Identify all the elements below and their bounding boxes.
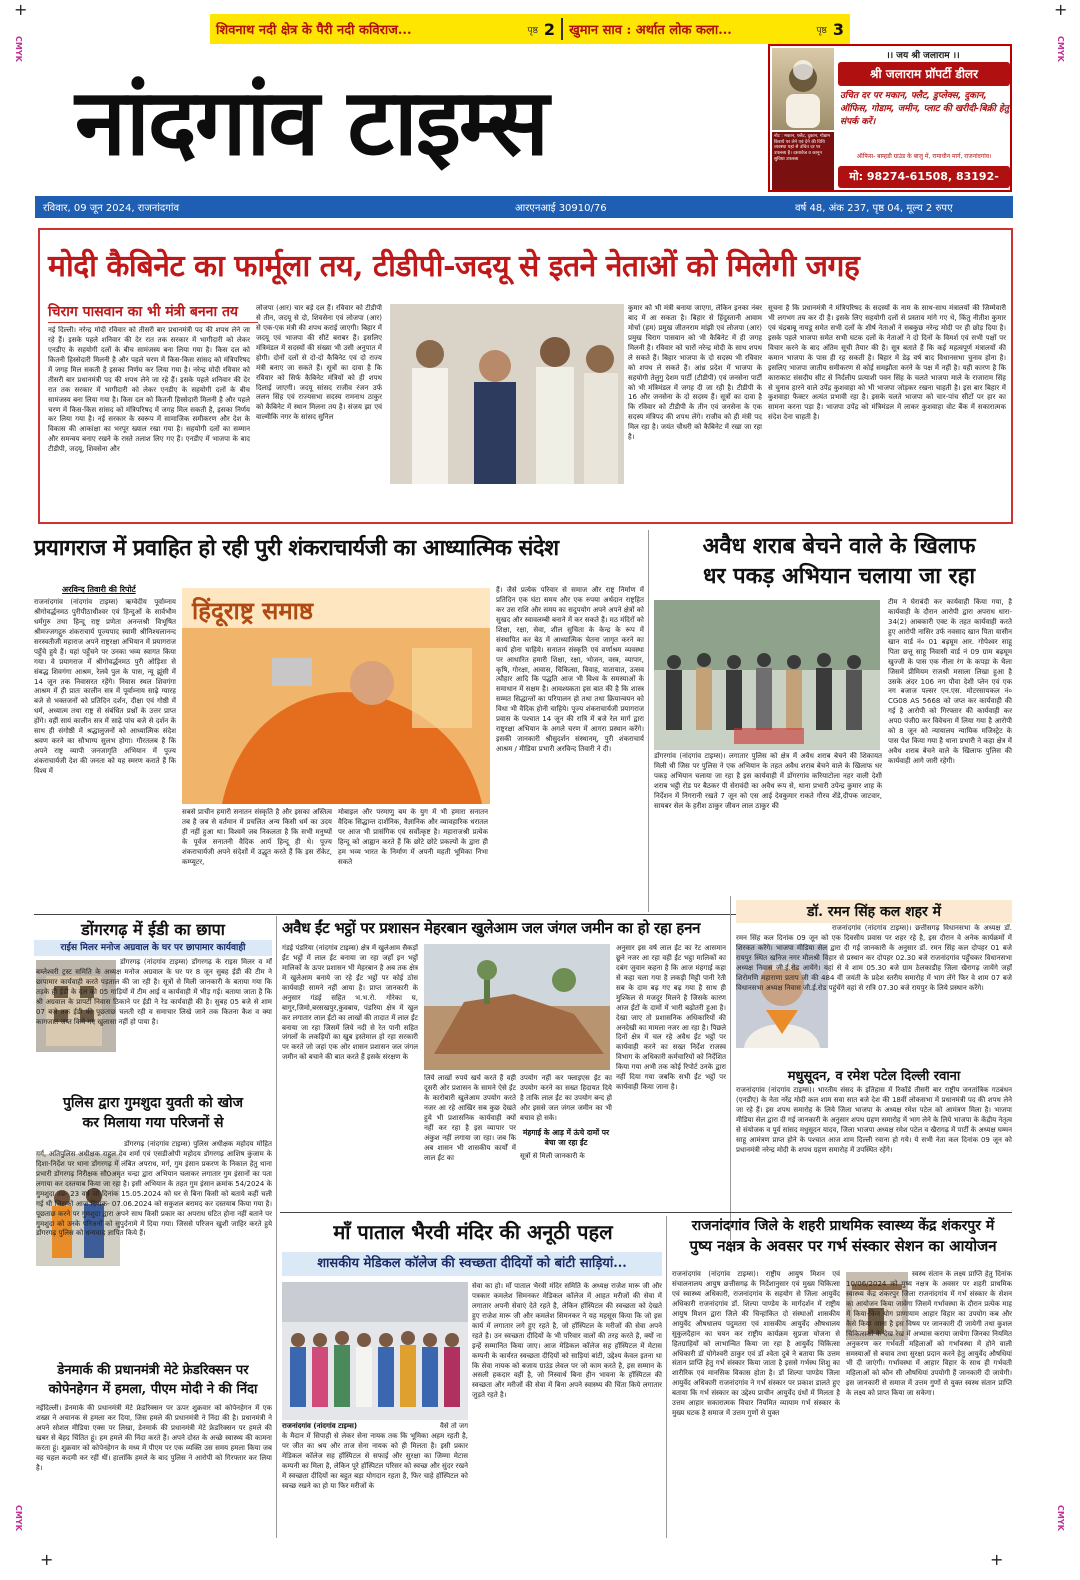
cmyk-mark: CMYK [1056,1505,1065,1531]
rni-number: आरएनआई 30910/76 [515,203,607,214]
liquor-col-1: डोंगरगांव (नांदगांव टाइम्स)। लगातार पुलिस को क्षेत्र में अवैध शराब बेचने की शिकायत मिली थी जिस पर पुलिस ने एक अभियान के तहत अवैध शराब बेचने वाले के खिलाफ धर पकड़ अभियान चलाया जा रहा है इस कार्यवाही में डोंगरगांव करियाटोला नहर वाली देशी शराब भट्ठी रोड पर बैठकर पी सेरावंदी का अवैध रूप से, थाना प्रभारी उपेन्द्र कुमार शाह के निर्देशन में निगरानी रखते 7 जून को एस आई देवकुमार राकते गौरव शेंडे,दीपक जाटवार, सायबर सेल के हरीश ठाकुर जीवन लाल ठाकुर की [654,752,882,810]
prayagraj-col-1: राजनांदगांव (नांदगांव टाइम्स) ऋग्वेदीय पूर्वाम्नाय श्रीगोवर्द्धनमठ पुरीपीठाधीश्वर एवं हिन्दुओं के सार्वभौम धर्मगुरु तथा हिन्दू राष्ट्र प्रणेता अनन्तश्री विभूषित श्रीमज्जगद्गुरु शंकराचार्य पूज्यपाद स्वामी श्रीनिश्चलानन्द सरस्वतीजी महाराज अपने राष्ट्ररक्षा अभियान में प्रयागराज पहुँचे हुये हैं। यहां पहुँचने पर उनका भव्य स्वागत किया गया। वे प्रयागराज में श्रीगोवर्द्धनमठ पुरी ओड़िशा से संबद्ध शिवगंगा आश्रम, रेलवे पुल के पास, न्यू झूंसी में 14 जून तक निवासरत रहेंगे। निवास स्थल शिवगंगा आश्रम में ही प्रातः कालीन सत्र में पूर्वाम्नाय साढ़े ग्यारह बजे से भक्तजनों को प्रतिदिन दर्शन, दीक्षा एवं गोष्ठी में धर्म, अध्यात्म तथा राष्ट्र से संबंधित प्रश्नों के उत्तर प्राप्त होंगे। वहीं सायं कालीन सत्र में साढ़े पांच बजे से दर्शन के साथ ही संगोष्ठी में श्रद्धालुजनों को आध्यात्मिक संदेश श्रवण करने का सौभाग्य सुलभ होगा। गौरतलब है कि अपने राष्ट्र व्यापी जनजागृति अभियान में पूज्य शंकराचार्यजी देश की जनता को यह स्मरण कराते हैं कि विश्व में [34,598,176,775]
issue-info: वर्ष 48, अंक 237, पृष्ठ 04, मूल्य 2 रुपए [795,203,953,214]
divider [280,1212,1012,1213]
lead-photo-caption [390,486,624,518]
divider [48,322,258,323]
prayagraj-col-3: मोबाइल और परमाणु बम के युग में भी हमारा सनातन वैदिक सिद्धान्त दार्शनिक, वैज्ञानिक और व्यावहारिक धरातल पर आज भी प्रासंगिक एवं सर्वोत्कृष्ट है। महाराजश्री प्रत्येक हिन्दू को आह्वान करते हैं कि छोटे छोटे प्रकल्पों के द्वारा ही हम भव्य भारत के निर्माण में अपनी महती भूमिका निभा सकते [338,808,488,866]
dateline-bar [35,196,1013,218]
lead-col-1: नई दिल्ली। नरेन्द्र मोदी रविवार को तीसरी बार प्रधानमंत्री पद की शपथ लेने जा रहे हैं। इसके पहले शनिवार की देर रात तक सरकार में भागीदारी को लेकर एनडीए के सहयोगी दलों के बीच सामंजस्य बना लिया गया है। किस दल को कितनी हिस्सेदारी मिलनी है और पहले चरण में किस-किस सांसद को मंत्रिपरिषद में जगह मिल सकती है इसका निर्णय कर लिया गया है। नरेन्द्र मोदी रविवार को तीसरी बार प्रधानमंत्री पद की शपथ लेने जा रहे हैं। इसके पहले शनिवार की देर रात तक सरकार में भागीदारी को लेकर एनडीए के सहयोगी दलों के बीच सामंजस्य बना लिया गया है। किस दल को कितनी हिस्सेदारी मिलनी है और पहले चरण में किस-किस सांसद को मंत्रिपरिषद में जगह मिल सकती है, इसका निर्णय कर लिया गया है। नई सरकार के स्वरूप में सामाजिक समीकरण और देश के विकास की आकांक्षा का भरपूर ख्याल रखा गया है। सहयोगी दलों का सम्मान और समन्वय बनाए रखने के रास्ते तलाश लिए गए हैं। एनडीए में भाजपा के बाद टीडीपी, जदयू, शिवसेना और [48,326,250,454]
leaders-photo-icon [390,304,624,484]
ed-headline[interactable]: डोंगरगढ़ में ईडी का छापा [81,920,225,939]
bhairavi-col-2: सेवा का हो। माँ पाताल भैरवी मंदिर समिति के अध्यक्ष राजेश मारू जी और पत्रकार कमलेश सिमनकर मेडिकल कॉलेज में आहत मरीजों की सेवा में लगातार अपनी सेवाएं देते रहते है, लेकिन हॉस्पिटल की स्वच्छता को देखते हुए राजेश मारू जी और कमलेश सिमनकर ने यह महसूस किया कि जो इस कार्य में लगातार लगे हुए रहते है, जो हॉस्पिटल के मरीजों की सेवा अपने रहते है। उन स्वच्छता दीदियों के भी परिवार वालों की तरह करते है, क्यों ना इन्हें सम्मानित किया जाए। आज मेडिकल कॉलेज सह हॉस्पिटल में मेटास कम्पनी के कार्यरत स्वच्छता दीदियों को साड़ियां बांटी, उद्देश्य केवल इतना था कि सेवा नायक को बजाय ग्राउंड लेवल पर जो काम करते है, इस सम्मान के असली हकदार वहीं है, जो निस्वार्थ बिना हीन भावना के हॉस्पिटल की स्वच्छता और मरीजों की सेवा में बिना अपने स्वास्थ्य की चिंता किये लगातार जुड़ते रहते है। [472,1282,662,1400]
shankaracharya-photo [182,588,490,804]
delhi-headline[interactable]: मधुसूदन, व रमेश पटेल दिल्ली रवाना [787,1069,961,1084]
denmark-headline[interactable]: डेनमार्क की प्रधानमंत्री मेटे फ्रेडरिक्सन पर कोपेनहेगन में हमला, पीएम मोदी ने की निंदा [48,1363,258,1397]
lead-col-2: लोजपा (आर) चार बड़े दल हैं। रविवार को टीडीपी से तीन, जदयू से दो, शिवसेना एवं लोजपा (आर) से एक-एक मंत्री की शपथ कराई जाएगी। बिहार में जदयू एवं भाजपा की सीटें बराबर हैं। इसलिए मंत्रिमंडल में सदस्यों की संख्या भी उसी अनुपात में होगी। दोनों दलों से दो-दो कैबिनेट एवं दो राज्य मंत्री बनाए जा सकते हैं। सूत्रों का दावा है कि रविवार को सिर्फ कैबिनेट मंत्रियों को ही शपथ दिलाई जाएगी। जदयू सांसद राजीव रंजन उर्फ ललन सिंह एवं राज्यसभा सदस्य रामनाथ ठाकुर को कैबिनेट में स्थान मिलना तय है। संजय झा एवं वाल्मीकि नगर के सांसद सुनिल [256,304,382,422]
ed-subhead: राईस मिलर मनोज अग्रवाल के घर पर छापामार कार्यवाही [34,940,272,956]
divider [561,18,563,40]
registration-mark: + [14,0,28,19]
leaders-meeting-photo [390,304,624,484]
ed-body: डोंगरगढ़ (नांदगांव टाइम्स) डोंगरगढ़ के राइस मिलर व मॉं बम्लेश्वरी ट्रस्ट समिति के अध्यक्ष मनोज अग्रवाल के घर पर 8 जून सुबह ईडी की टीम ने छापामार कार्यवाही करते पड़ताल की जा रही है। सूत्रों से मिली जानकारी के बताया गया कि तड़के ही ईडी के दल को 05 गाड़ियों में टीम आई व कार्यवाही में भीड़ गई। बताया जाता है कि श्री अग्रवाल के प्रापर्टी निवास ठिकाने पर ईडी ने रेड कार्यवाही की है। सुबह 05 बजे से शाम 07 बजे तक ईडी की पूछताछ चलती रही व समाचार लिखे जाने तक कितना कैश व क्या कागजात जप्त किये गए खुलासा नहीं हो पाया है। [36,958,272,1026]
teaser-1[interactable]: शिवनाथ नदी क्षेत्र के पैरी नदी कविराज... [216,23,412,38]
brick-kiln-photo-icon [424,944,610,1070]
health-col-2: स्वस्थ संतान के लक्ष्य प्राप्ति हेतु दिनांक 10/06/2024 को पुष्य नक्षत्र के अवसर पर शहरी प्राथमिक स्वास्थ्य केंद्र शंकरपुर जिला राजनांदगांव में गर्भ संस्कार के सेशन का आयोजन किया जावेगा जिसमें गर्भावस्था के दौरान प्रत्येक माह में किया-किन योग प्राणायाम आहार विहार का उपयोग कब और कैसे किया जाना है इस विषय पर जानकारी दी जायेगी तथा कुशल चिकित्सकों के देख रेख में अभ्यास कराया जायेगा जिनका नियमित अनुकरण कर गर्भवती महिलाओं को गर्भावस्था में होने वाली समस्याओं से बचाव तथा सुरक्षा प्रदान करने हेतु आयुर्वेद औषधियां भी दी जाएंगी। गर्भावस्था में आहार विहार के साथ ही गर्भवती महिलाओं को कौन सी औषधियां उपयोगी हैं जानकारी दी जायेगी। इस जानकारी से समाज में उत्तम गुणों से युक्त स्वस्थ संतान प्राप्ति के लक्ष्य को प्राप्त किया जा सकेगा। [846,1270,1012,1398]
masthead-title: नांदगांव टाइम्स [75,68,548,176]
portrait-icon [772,48,834,130]
missing-body: डोंगरगढ़ (नांदगांव टाइम्स) पुलिस अधीक्षक महोदय मोहित गर्ग, अतिपुलिस अधीक्षक राहुल देव शर्मा एवं एसडीओपी महोदय डोंगरगढ़ आशिष कुंजाम के दिशा-निर्देश पर थाना डोंगरगढ़ में लंबित अपराध, मर्ग, गुम इंसान प्रकरण के निकाल हेतु थाना प्रभारी डोंगरगढ़ निरीक्षक सौ0अमृत चन्द्रा द्वारा अभियान चलाकर लगातार गुम इंसानों का पता लगाया कर दस्तयाब किया जा रहा है। इसी अभियान के तहत गुम इंसान क्रमांक 54/2024 के गुमशुदा उम्र- 23 वर्ष जो दिनांक 15.05.2024 को घर से बिना किसी को बताये कहीं चली गई थी जिसको आज दिनांक- 07.06.2024 को सकुशल बरामद कर दस्तयाब किया गया है। पूछताछ करने पर गुमशुदा द्वारा अपने साथ किसी प्रकार का अपराध घटित होना नहीं बताने पर गुमशुदा को उनके परिजनों को सुपुर्दनामे में दिया गया। जिससे परिजन खुशी जाहिर करते हुये डोंगरगढ़ पुलिस को धन्यवाद ज्ञापित किये हैं। [36,1140,272,1238]
divider [648,530,649,912]
raman-body: राजनांदगांव (नांदगांव टाइम्स)। छत्तीसगढ़ विधानसभा के अध्यक्ष डॉ. रमन सिंह कल दिनांक 09 जून को एक दिवसीय प्रवास पर शहर रहे है, इस दौरान वे अनेक कार्यक्रमों में शिरकत करेंगे। भाजपा मीडिया सेल द्वारा दी गई जानकारी के अनुसार डॉ. रमन सिंह कल दोपहर 01 बजे रायपुर स्थित खनिज नगर मौलश्री विहार से प्रस्थान कर दोपहर 02.30 बजे राजनांदगांव पहुँचकर विधानसभा अध्यक्ष निवास जी.ई.रोड आयेंगे। यहां से वे शाम 05.30 बजे ग्राम ठेलकाडीह जिला खैरागढ़ जायेंगे जहाँ शिरोमणि महाराणा प्रताप जी की 484 वीं जयंती के प्रदेश स्तरीय समारोह में भाग लेंगे फिर वे शाम 07 बजे विधानसभा अध्यक्ष निवास जी.ई.रोड पहुंचेंगे वहां से रात्रि 07.30 बजे रायपुर के लिये प्रस्थान करेंगे। [736,924,1012,992]
brick-col-2: लिये लाखों रुपये खर्च करते हैं वही दूसरी ओर प्रशासन के सामने ऐसे ईंट के कारोबारी खुलेआम उपयोग करते नजर आ रहे आखिर सब कुछ देखते हुये भी प्रशासनिक कार्यवाही क्यों नहीं कर रहा है इस व्यापार पर अंकुश नहीं लगाया जा रहा। जब कि अब शासन भी शासकीय कार्यों में लाल ईंट का [424,1074,516,1162]
ad-note: नोट : मकान, फ्लैट, दुकान, गोडाम किराये पर लेने एवं देने की विधि व्यवस्था यहां से उचित दर पर उपलब्ध है। दस्तावेज व कानून सुविधा उपलब्ध [772,132,834,190]
divider [666,1216,667,1538]
top-teaser-strip: शिवनाथ नदी क्षेत्र के पैरी नदी कविराज... पृष्ठ 2 खुमान साव : अर्थात लोक कला... पृष्ठ 3 [210,14,850,44]
ad-address: ऑफिस- बाम्हडी ग्राउंड के बाजु में, रामाधीन मार्ग, राजनांदगांव। [856,153,992,160]
ad-header: ।। जय श्री जलाराम ।। [886,51,960,61]
cmyk-mark: CMYK [14,36,23,62]
teaser-1-page: 2 [543,19,556,39]
health-col-1: राजनांदगांव (नांदगांव टाइम्स)। राष्ट्रीय आयुष मिशन एवं संचालनालय आयुष छत्तीसगढ़ के निर्देशानुसार एवं मुख्य चिकित्सा एवं स्वास्थ्य अधिकारी, राजनांदगांव के सहयोग से जिला आयुर्वेद अधिकारी राजनांदगांव डॉ. शिल्पा पाण्डेय के मार्गदर्शन में राष्ट्रीय आयुष मिशन द्वारा जिले की चिन्हांकित दो संस्थाओं शासकीय आयुर्वेद औषधालय पदुमतरा एवं शासकीय आयुर्वेद औषधालय सुकुलदैहान का चयन कर राष्ट्रीय कार्यक्रम सुप्रजा योजना से हितग्राहियों को लाभान्वित किया जा रहा है आयुर्वेद चिकित्सा अधिकारी डॉ योगेश्वरी ठाकुर एवं डॉ श्वेता दुबे ने बताया कि उत्तम संतान प्राप्ति हेतु गर्भ संस्कार किया जाता है इससे गर्भस्थ शिशु का शारीरिक एवं मानसिक विकास होता है। डॉ शिल्पा पाण्डेय जिला आयुर्वेद अधिकारी राजनांदगांव ने गर्भ संस्कार पर प्रकाश डालते हुए बताया कि गर्भ संस्कार का उद्देश्य प्राचीन आयुर्वेद ग्रंथों में मिलता है उत्तम आहार सकारात्मक विचार नियमित व्यायाम गर्भ संस्कार के मुख्य घटक है समाज में उत्तम गुणों से युक्त [672,1270,840,1418]
registration-mark: + [1054,0,1068,19]
missing-headline[interactable]: पुलिस द्वारा गुमशुदा युवती को खोज कर मिलाया गया परिजनों से [62,1095,244,1131]
brick-col-4: अनुसार इस वर्ष लाल ईंट का रेट आसमान छूने नजर आ रहा वही ईंट भट्ठा मालिकों का दबंग जुवान कहना है कि आज मंहगाई कहा से कहा चला गया है लकड़ी मिट्टी पानी रेती सब के दाम बढ़ गए बढ़ गया है साथ ही मुश्किल से मजदूर मिलने है जिसके कारण आज ईंटों के दामों में भारी बढ़ोतरी हुआ है। देखा जाए तो प्रशासनिक अधिकारियों की अनदेखी का मामला नजर आ रहा है। पिछले दिनों क्षेत्र में चल रहे अवैध ईंट भट्ठों पर कार्यवाही करने का सख्त निर्देश राजस्व विभाग के अधिकारी कर्मचारियों को निर्देशित किया गया अभी तक कोई रिपोर्ट उनके द्वारा नहीं दिया गया जबकि सभी ईंट भट्ठों पर कार्यवाही किया जाना है। [616,944,726,1092]
bhairavi-subhead: शासकीय मेडिकल कॉलेज की स्वच्छता दीदियों को बांटी साड़ियां... [282,1252,662,1276]
liquor-col-2: टीम ने घेराबंदी कर कार्यवाही किया गया, है कार्यवाही के दौरान आरोपी द्वारा अपराध धारा- 34(2) आबकारी एक्ट के तहत कार्यवाही करते हुए आरोपी नासिर उर्फ नवसाद खान पिता यासीन खान वार्ड नं० 01 बढ़घूम आर. गोपेश्वर साहू पिता छत्तू साहू निवासी वार्ड नं 09 ग्राम बढ़घूम खुज्जी के पास एक नीला रंग के कपड़ा के थैला जिसमें प्रीमियम राजश्री मसाला लिखा हुआ है उसके अंदर 106 नग पौवा देशी प्लेन एवं एक नग बजाज पल्सर एन.एस. मोटरसायकल नं० CG08 AS 5668 को जप्त कर कार्यवाही की गई है आरोपी को गिरफ्तार की कार्यवाही कर अप0 पंजी0 कर विवेचना में लिया गया है आरोपी को 8 जून को न्यायालय न्यायिक मजिस्ट्रेट के पास पेश किया गया है थाना प्रभारी ने कहा क्षेत्र में अवैध शराब बेचने वाले के खिलाफ पुलिस की कार्यवाही आगे जारी रहेगी। [888,598,1012,765]
divider [730,896,731,1240]
brick-col-1: गंडई पंडरिया (नांदगांव टाइम्स) क्षेत्र में खुलेआम सैकड़ों ईंट भट्ठों में लाल ईंट बनाया जा रहा जहाँ इन भट्ठों मालिकों के ऊपर प्रशासन भी मेहरबान है अब तक क्षेत्र में खुलेआम बनाये जा रहे ईंट भट्ठों पर कोई ठोस कार्यवाही सामने नहीं आया है। प्राप्त जानकारी के अनुसार गंडई सहित भ.भ.रो. गोरेका घ, बागुर,जिमो,बरसखपुर,कुवबाय, पंडरिया क्षेत्र में खुल कर लगातार लाल ईंटो का लाखों की तादात में लाल ईंट बनाया जा रहा जिसमें लिये नदी से रेत पानी सहित जंगलों के लकड़ियों का खुब इस्तेमाल हो रहा सरकारी पर करते जो जहां एक ओर शासन प्रशासन जल जंगल जमीन को बचाने की बात करते हैं इसके संरक्षण के [282,944,418,1062]
prayagraj-byline: अरविन्द तिवारी की रिपोर्ट [62,585,136,594]
bhairavi-headline[interactable]: माँ पाताल भैरवी मंदिर की अनूठी पहल [333,1220,613,1244]
brick-kiln-photo [424,944,610,1070]
cmyk-mark: CMYK [14,1505,23,1531]
lead-headline[interactable]: मोदी कैबिनेट का फार्मूला तय, टीडीपी-जदयू से इतने नेताओं को मिलेगी जगह [48,249,860,284]
property-dealer-ad[interactable] [768,44,1012,192]
lead-subhead: चिराग पासवान का भी मंत्री बनना तय [48,304,239,320]
denmark-body: नईदिल्ली। डेनमार्क की प्रधानमंत्री मेटे फ्रेडरिक्सन पर ऊपर शुक्रवार को कोपेनहेगन में एक शख्स ने अचानक से हमला कर दिया, जिस हमले की प्रधानमंत्री ने निंदा की है। प्रधानमंत्री ने अपने सोशल मीडिया एक्स पर लिखा, डेनमार्क की प्रधानमंत्री मेटे फ्रेडरिक्सन पर हमले की खबर से बेहद चिंतित हूं। हम हमले की निंदा करते हैं। अपने दोस्त के अच्छे स्वास्थ्य की कामना करता हूं। शुक्रवार को कोपेनहेगन के मध्य में पीएम पर एक व्यक्ति उस समय हमला किया जब वह चहल कदमी कर रहीं थीं। हालांकि हमले के बाद पुलिस ने आरोपी को गिरफ्तार कर लिया है। [36,1404,272,1472]
registration-mark: + [40,1550,54,1569]
teaser-2-page: 3 [832,19,844,39]
lead-col-4: सूचना है कि प्रधानमंत्री ने मंत्रिपरिषद के सदस्यों के नाम के साथ-साथ मंत्रालयों की जिम्मेवारी भी लगभग तय कर दी है। इसके लिए सहयोगी दलों से प्रस्ताव मांगे गए थे, किंतु नीतीश कुमार एवं चंद्रबाबू नायडू समेत सभी दलों के शीर्ष नेताओं ने सबकुछ नरेन्द्र मोदी पर ही छोड़ दिया है। इसके पहले भाजपा समेत सभी घटक दलों के नेताओं ने दो दिनों के विमर्श एवं सभी पक्षों पर विचार करने के बाद अंतिम सूची तैयार की है। सूत्र बताते हैं कि कई महत्वपूर्ण मंत्रालयों की कमान भाजपा के पास ही रह सकती है। बिहार में डेढ़ वर्ष बाद विधानसभा चुनाव होना है। इसलिए भाजपा जातीय समीकरण से कोई समझौता करने के पक्ष में नहीं है। यही कारण है कि काराकाट संसदीय सीट से निर्दलीय प्रत्याशी पवन सिंह के चलते भाजपा माले के राजाराम सिंह से चुनाव हारने वाले उपेंद्र कुशवाहा को भी भाजपा जोड़कर रखना चाहती है। इस बार बिहार में कुशवाहा फैक्टर अत्यंत प्रभावी रहा है। इसके चलते भाजपा को चार-पांच सीटों पर हार का सामना करना पड़ा है। भाजपा उपेंद्र को मंत्रिमंडल में लाकर कुशवाहा वोट बैंक में सकारात्मक संदेश देना चाहती है। [768,304,1006,422]
cmyk-mark: CMYK [1056,36,1065,62]
saint-portrait-image [772,48,834,130]
prayagraj-col-4: हैं। जैसे प्रत्येक परिवार से समाज और राष्ट्र निर्माण में प्रतिदिन एक घंटा समय और एक रुपया अर्थदान राष्ट्रहित कर उस राशि और समय का सदुपयोग अपने अपने क्षेत्रों को सुखद और स्वावलम्बी बनाने में कर सकते हैं। मठ मंदिरों को शिक्षा, रक्षा, सेवा, शील सुचिता के केन्द्र के रूप में संस्थापित कर बेठ में आध्यात्मिक चेतना जागृत करने का कार्य होना चाहिये। सनातन संस्कृति एवं वर्णाश्रम व्यवस्था पर आधारित हमारी शिक्षा, रक्षा, भोजन, वस्त्र, व्यापार, कृषि, गोरक्षा, आवास, चिकित्सा, विवाह, यातायात, उत्सव त्यौहार आदि कि पद्धति आज भी विश्व के समस्याओं के समाधान में सक्षम है। आवश्यकता इस बात की है कि शास्त्र सम्मत सिद्धान्तों का परिपालन हो तथा तथा क्रियान्वयन को विधा भी वैदिक होनी चाहिये। पूज्य शंकराचार्यजी प्रयागराज प्रवास के पश्चात 14 जून की रात्रि में बजे रेल मार्ग द्वारा राष्ट्ररक्षा अभियान के अगले चरण में आगरा प्रस्थान करेंगे। इसकी जानकारी श्रीसुदर्शन संस्थानम्, पुरी शंकराचार्य आश्रम / मीडिया प्रभारी अरविन्द तिवारी ने दी। [496,586,644,753]
lead-col-3: कुमार को भी मंत्री बनाया जाएगा, लेकिन इनका नंबर बाद में आ सकता है। बिहार से हिंदुस्तानी आवाम मोर्चा (हम) प्रमुख जीतनराम मांझी एवं लोजपा (आर) प्रमुख चिराग पासवान को भी कैबिनेट में ही जगह मिलनी है। रविवार को चारों नरेन्द्र मोदी के साथ शपथ ले सकते हैं। बिहार भाजपा के दो सदस्य भी रविवार को शपथ ले सकते हैं। आंध्र प्रदेश में भाजपा के सहयोगी तेलुगु देशम पार्टी (टीडीपी) एवं जनसेना पार्टी को भी मंत्रिमंडल में जगह दी जा रही है। टीडीपी के 16 और जनसेना के दो सदस्य हैं। सूत्रों का दावा है कि रविवार को टीडीपी के तीन एवं जनसेना के एक सदस्य मंत्रिपद की शपथ लेंगे। राजीव को ही मंत्री पद मिल रहा है। जयंत चौधरी को कैबिनेट में रखा जा रहा है। [628,304,762,442]
registration-mark: + [990,1550,1004,1569]
prayagraj-col-2: सबसे प्राचीन हमारी सनातन संस्कृति है और इसका अस्तित्व तब है जब से वर्तमान में प्रचलित अन्य किसी धर्म का उदय ही नहीं हुआ था। विश्वमें जब निकलता है कि सभी मनुष्यों के पूर्वज सनातनी वैदिक आर्य हिन्दू ही थे। पूज्य शंकराचार्यजी अपने संदेशों में उद्धृत करते हैं कि इस रॉकेट, कम्प्यूटर, [182,808,332,866]
bhairavi-caption: राजनांदगांव (नांदगांव टाइम्स) [282,1422,358,1430]
health-headline[interactable]: राजनांदगांव जिले के शहरी प्राथमिक स्वास्थ्य केंद्र शंकरपुर में पुष्य नक्षत्र के अवसर पर गर्भ संस्कार सेशन का आयोजन [689,1218,997,1256]
banner-text: हिंदूराष्ट्र समाष्ठ [192,596,314,625]
police-arrest-photo [654,600,880,750]
group-photo-icon [282,1282,468,1420]
brick-col-3: उपयोग नहीं कर फ्लाइएस ईंट का उपयोग करने का सख्त हिदायत दिये है ताकि लाल ईंट का उपयोग बन्द हो और इससे जल जंगल जमीन का भी बचाव हो सके। [520,1074,612,1122]
teaser-2[interactable]: खुमान साव : अर्थात लोक कला... [569,23,732,38]
ad-phone[interactable]: मो: 98274-61508, 83192- [838,166,1010,188]
ad-title: श्री जलाराम प्रॉपर्टी डीलर [838,62,1010,86]
divider [276,916,277,1538]
sarees-distribution-photo [282,1282,468,1420]
brick-col-3b: सूत्रों से मिली जानकारी के [520,1152,585,1160]
delhi-body: राजनांदगांव (नांदगांव टाइम्स)। भारतीय संसद के इतिहास में रिकॉर्ड तीसरी बार राष्ट्रीय जनतांत्रिक गठबंधन (एनडीए) के नेता नरेंद्र मोदी कल शाम सवा सात बजे देश की 18वीं लोकसभा में प्रधानमंत्री पद की शपथ लेने जा रहे हैं। इस शपथ समारोह के लिये जिला भाजपा के अध्यक्ष रमेश पटेल को आमंत्रण मिला है। भाजपा मीडिया सेल द्वारा दी गई जानकारी के अनुसार शपथ ग्रहण समारोह में भाग लेने के लिये भाजपा के केंद्रीय नेतृत्व से संयोजक व पूर्व सांसद मधुसूदन यादव, जिला भाजपा अध्यक्ष रमेश पटेल व खैरागढ़ में पार्टी के अध्यक्ष घम्मन साहू आमंत्रण प्राप्त होने के पश्चात आज शाम दिल्ली रवाना हो गये। ये सभी नेता कल दिनांक 09 जून को प्रधानमंत्री नरेन्द्र मोदी के शपथ ग्रहण समारोह में उपस्थित रहेंगे। [736,1086,1012,1154]
issue-date: रविवार, 09 जून 2024, राजनांदगांव [43,203,180,214]
brick-headline[interactable]: अवैध ईंट भट्ठों पर प्रशासन मेहरबान खुलेआम जल जंगल जमीन का हो रहा हनन [282,919,701,937]
police-photo-icon [654,600,880,750]
prayagraj-headline[interactable]: प्रयागराज में प्रवाहित हो रही पुरी शंकराचार्यजी का आध्यात्मिक संदेश [34,535,559,561]
bhairavi-col-1: वैसे तो जग के मैदान में सिपाही से लेकर सेना नायक तक कि भूमिका अहम रहती है, पर जीत का श्रय और ताज सेना नायक को ही मिलता है। इसी प्रकार मेडिकल कॉलेज सह हॉस्पिटल से सफाई और सुरक्षा का जिम्मा मेटास कम्पनी का मिला है, लेकिन पूरे हॉस्पिटल परिसर को स्वच्छ और सुंदर रखने में स्वच्छता दीदियों का बहुत बड़ा योगदान रहता है, फिर चाहे हॉस्पिटल को स्वच्छ रखने का हो या फिर मरीजों के [282,1422,468,1490]
liquor-headline[interactable]: अवैध शराब बेचने वाले के खिलाफ धर पकड़ अभियान चलाया जा रहा [702,533,976,589]
brick-subhead: मंहगाई के आड़ में ऊंचे दामों पर बेचा जा रहा ईंट [522,1128,610,1147]
ad-body: उचित दर पर मकान, फ्लैट, डुप्लेक्स, दुकान, ऑफिस, गोडाम, जमीन, प्लाट की खरीदी-बिक्री हेतु संपर्क करें। [840,91,1009,128]
raman-headline[interactable]: डॉ. रमन सिंह कल शहर में [736,900,1012,923]
